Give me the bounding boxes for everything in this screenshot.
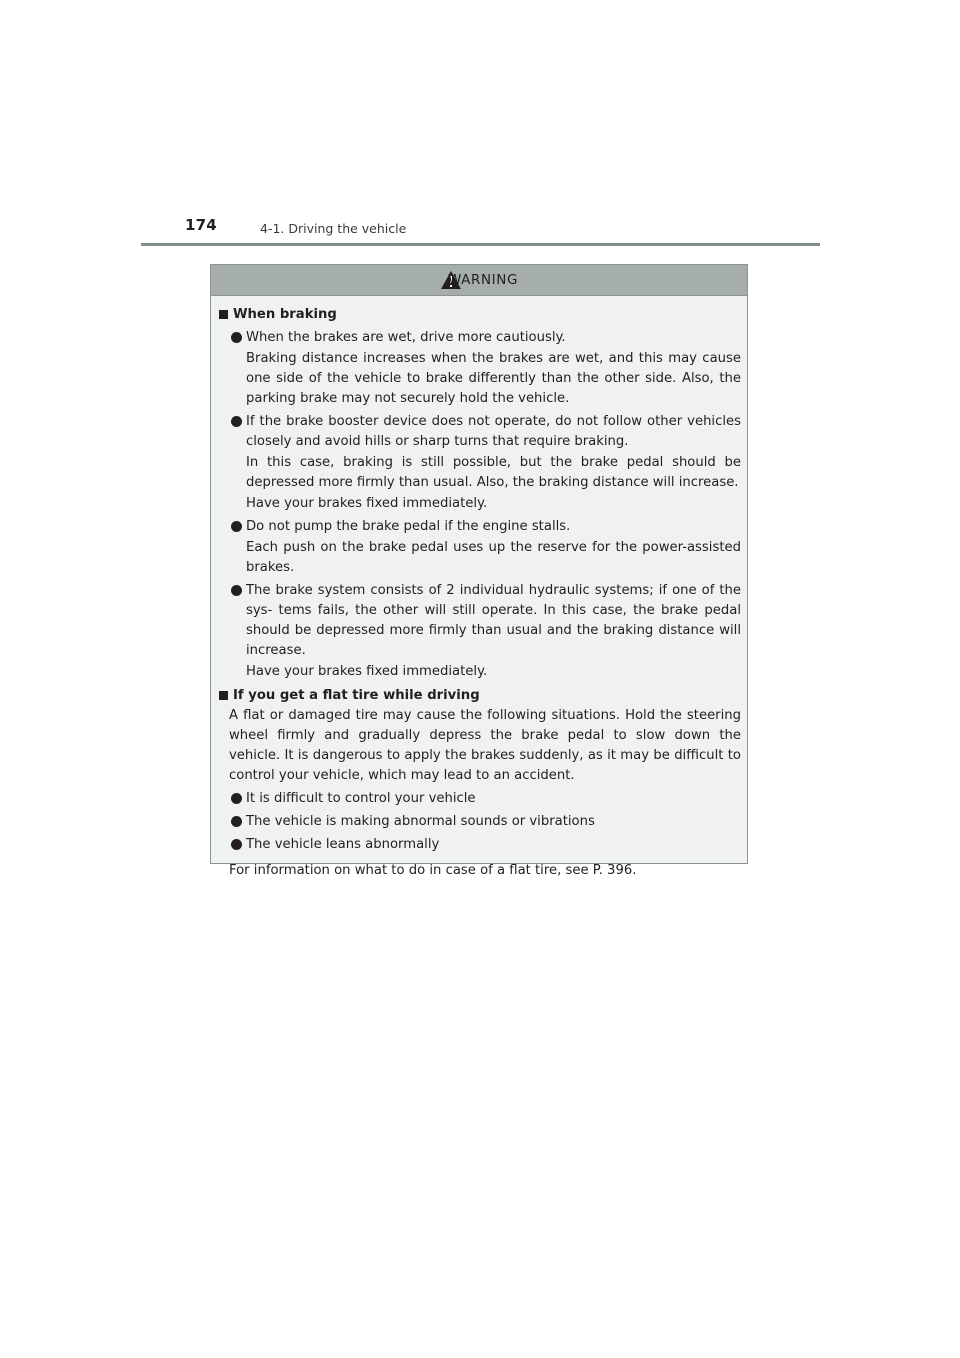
detail-text: Braking distance increases when the brakes are wet, and this may cause one side of the vehicle to brake differently than the other side. Also, the parking brake may not securely hold the vehicle. [246,351,741,406]
bullet-icon [231,839,242,850]
bullet-text: The vehicle is making abnormal sounds or vibrations [246,814,595,829]
bullet-icon [231,521,242,532]
warning-header [211,265,747,296]
list-item [217,835,741,855]
bullet-text: When the brakes are wet, drive more cautiously. [246,330,566,345]
bullet-icon [231,416,242,427]
list-item [217,412,741,514]
list-item [217,789,741,809]
list-item [217,517,741,578]
bullet-text: The brake system consists of 2 individual hydraulic systems; if one of the sys- tems fails, the other will still operate. In this case, the brake pedal should be depressed more firmly than usual and the braking distance will increase. [246,583,741,658]
page-number: 174 [185,216,217,234]
heading-text: If you get a flat tire while driving [233,688,480,703]
footer-reference-text: For information on what to do in case of a flat tire, see P. 396. [229,863,637,878]
list-item [217,328,741,409]
detail-text: Each push on the brake pedal uses up the reserve for the power-assisted brakes. [246,540,741,575]
detail-text: Have your brakes fixed immediately. [246,664,488,679]
bullet-icon [231,793,242,804]
warning-label: WARNING [447,272,519,288]
square-bullet-icon [219,310,228,319]
section-heading-braking [217,305,741,325]
warning-box [210,264,748,878]
bullet-text: If the brake booster device does not operate, do not follow other vehicles closely and avoid hills or sharp turns that require braking. [246,414,741,449]
bullet-text: Do not pump the brake pedal if the engine stalls. [246,519,571,534]
list-item [217,581,741,682]
section-heading-flat-tire [217,686,741,706]
bullet-text: It is difficult to control your vehicle [246,791,476,806]
intro-text: A flat or damaged tire may cause the following situations. Hold the steering wheel firmly and gradually depress the brake pedal to slow down the vehicle. It is dangerous to apply the brakes suddenly, as it may be difficult to control your vehicle, which may lead to an accident. [229,708,741,783]
bullet-text: The vehicle leans abnormally [246,837,440,852]
list-item [217,812,741,832]
warning-body [211,296,747,881]
bullet-icon [231,585,242,596]
bullet-icon [231,816,242,827]
header-rule [141,243,820,246]
section-title: 4-1. Driving the vehicle [260,221,407,236]
detail-text: Have your brakes fixed immediately. [246,496,488,511]
bullet-icon [231,332,242,343]
square-bullet-icon [219,691,228,700]
heading-text: When braking [233,307,337,322]
detail-text: In this case, braking is still possible, but the brake pedal should be depressed more firmly than usual. Also, the braking distance will increase. [246,455,741,490]
